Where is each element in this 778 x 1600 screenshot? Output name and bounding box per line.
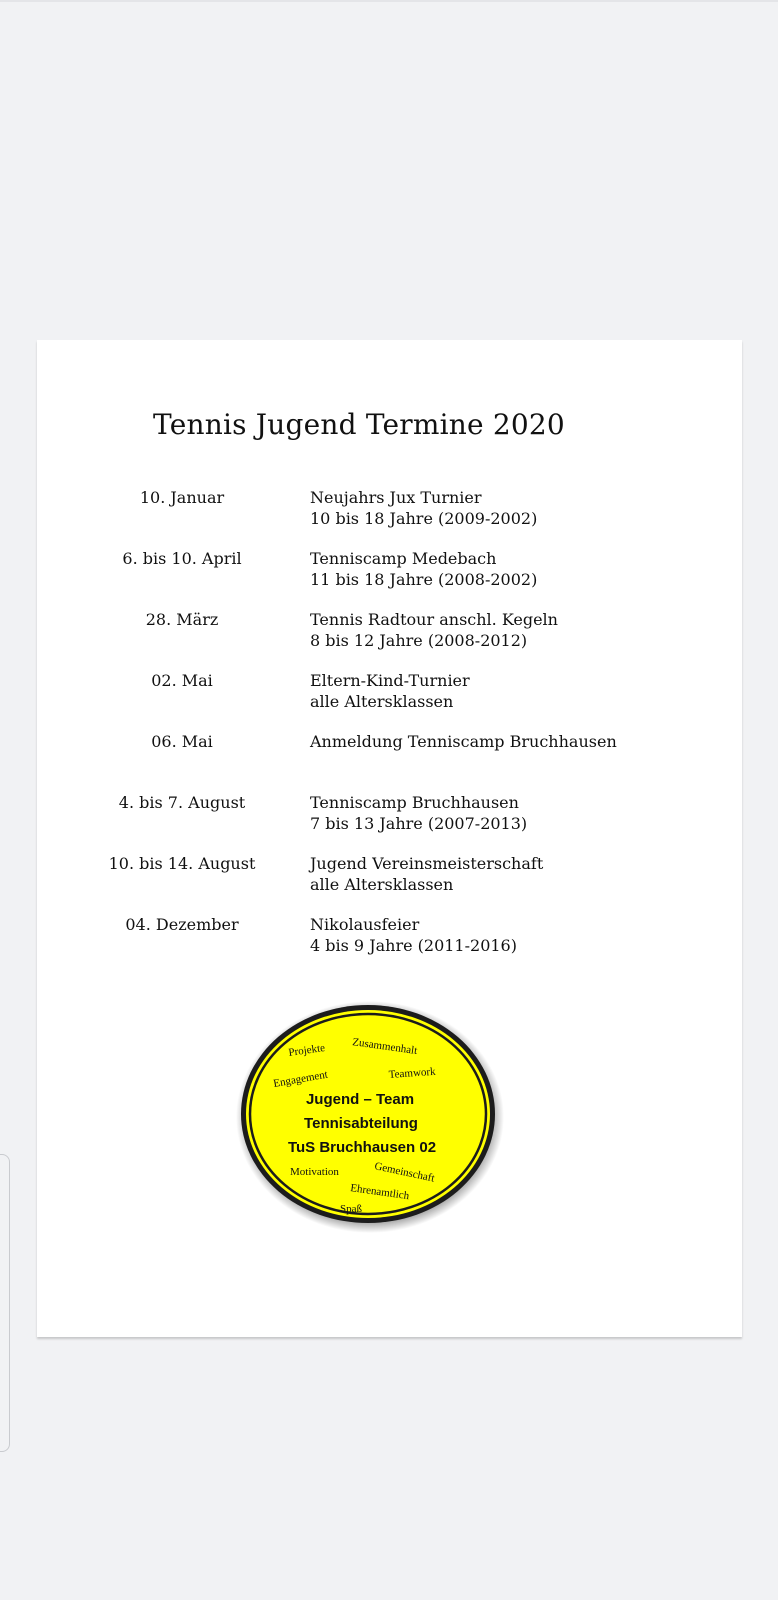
logo-graphic (234, 995, 507, 1233)
event-title: Nikolausfeier (310, 915, 420, 934)
event-row (37, 731, 742, 775)
logo-word-projekte: Projekte (287, 1041, 326, 1059)
logo-word-teamwork: Teamwork (388, 1065, 436, 1081)
event-date: 06. Mai (151, 732, 213, 751)
event-date: 02. Mai (151, 671, 213, 690)
event-title: Neujahrs Jux Turnier (310, 488, 482, 507)
top-divider (0, 0, 778, 2)
jugend-team-logo (234, 995, 507, 1233)
event-subtitle: 10 bis 18 Jahre (2009-2002) (310, 509, 538, 528)
event-row (37, 670, 742, 714)
event-row (37, 853, 742, 897)
event-row (37, 914, 742, 958)
event-title: Anmeldung Tenniscamp Bruchhausen (310, 732, 617, 751)
event-row (37, 487, 742, 531)
event-title: Eltern-Kind-Turnier (310, 671, 470, 690)
event-subtitle: 11 bis 18 Jahre (2008-2002) (310, 570, 538, 589)
logo-word-gemeinschaft: Gemeinschaft (373, 1160, 436, 1185)
document-page (37, 340, 742, 1337)
event-title: Tennis Radtour anschl. Kegeln (310, 610, 558, 629)
logo-word-ehrenamtlich: Ehrenamtlich (349, 1182, 410, 1203)
event-date: 4. bis 7. August (118, 793, 246, 812)
event-date: 28. März (145, 610, 219, 629)
logo-line-tennisabteilung: Tennisabteilung (304, 1115, 418, 1132)
event-title: Tenniscamp Bruchhausen (310, 793, 519, 812)
logo-word-motivation: Motivation (290, 1166, 339, 1178)
logo-word-zusammenhalt: Zusammenhalt (351, 1036, 418, 1058)
event-date: 10. Januar (139, 488, 225, 507)
event-row (37, 548, 742, 592)
event-title: Jugend Vereinsmeisterschaft (310, 854, 544, 873)
event-title: Tenniscamp Medebach (310, 549, 497, 568)
event-subtitle: 4 bis 9 Jahre (2011-2016) (310, 936, 517, 955)
event-date: 6. bis 10. April (122, 549, 242, 568)
event-row (37, 609, 742, 653)
event-subtitle: 8 bis 12 Jahre (2008-2012) (310, 631, 528, 650)
document-title: Tennis Jugend Termine 2020 (153, 408, 565, 441)
event-subtitle: alle Altersklassen (310, 692, 454, 711)
event-subtitle: alle Altersklassen (310, 875, 454, 894)
logo-word-engagement: Engagement (272, 1068, 329, 1090)
logo-word-spass: Spaß (340, 1203, 362, 1215)
event-date: 10. bis 14. August (108, 854, 256, 873)
scroll-handle[interactable] (0, 1154, 10, 1452)
event-subtitle: 7 bis 13 Jahre (2007-2013) (310, 814, 528, 833)
event-row (37, 792, 742, 836)
event-date: 04. Dezember (125, 915, 239, 934)
logo-line-jugend-team: Jugend – Team (305, 1091, 415, 1108)
logo-line-club-name: TuS Bruchhausen 02 (287, 1139, 437, 1156)
